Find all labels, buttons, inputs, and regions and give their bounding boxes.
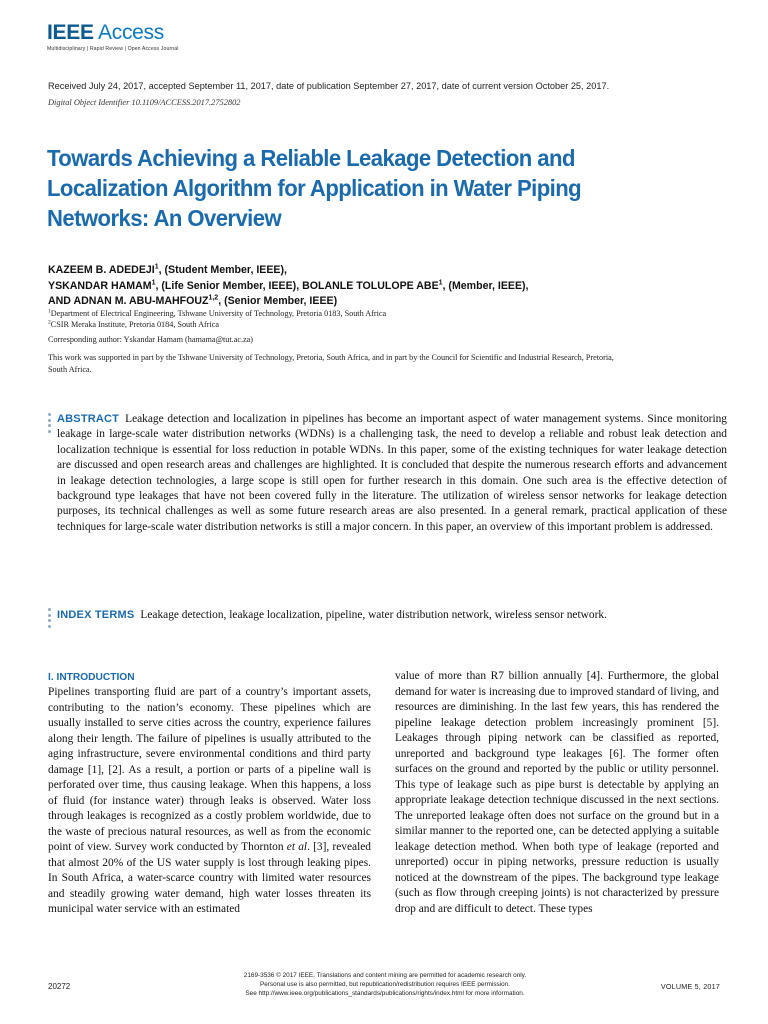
license-notice: [170, 971, 600, 999]
author-affil-sup: 1,2: [208, 294, 219, 302]
author-affil-sup: 1: [151, 278, 156, 286]
author-name: YSKANDAR HAMAM: [48, 279, 152, 292]
abstract-marker-icon: [48, 413, 52, 435]
affiliation-sup: 1: [48, 308, 51, 315]
license-line: Personal use is also permitted, but republication/redistribution requires IEEE permission.: [259, 981, 511, 989]
intro-paragraph: Pipelines transporting fluid are part of a country’s important assets, contributing to the nation’s economy. These pipelines which are usually installed to serve cities across the country, experience failures along their length. The failure of pipelines is usually attributed to the aging infrastructure, severe environmental conditions and third party damage [1], [2]. As a result, a portion or parts of a pipeline wall is perforated over time, thus causing leakage. When this happens, a loss of fluid (for instance water) through leaks is observed. Water loss through leakages is recognized as a costly problem worldwide, due to the waste of precious natural resources, as well as from the economic point of view. Survey work conducted by Thornton: [48, 686, 371, 853]
index-terms-label: INDEX TERMS: [57, 609, 135, 621]
affiliation-text: CSIR Meraka Institute, Pretoria 0184, South Africa: [50, 319, 220, 329]
intro-paragraph-cont: . [3], revealed that almost 20% of the US water supply is lost through leaking pipes. In South Africa, a water-scarce country with limited water resources and steadily growing water demand, high water losses threaten its municipal water service with an estimated: [48, 841, 371, 915]
affiliation-sup: 2: [48, 318, 51, 325]
body-left-column: [48, 670, 371, 918]
author-role: , (Life Senior Member, IEEE),: [155, 279, 303, 292]
abstract-text: Leakage detection and localization in pipelines has become an important aspect of water management systems. Since monitoring leakage in large-scale water distribution networks (WDNs) is a challenging task, the need to develop a reliable and robust leak detection and localization technique is essential for loss reduction in potable WDNs. In this paper, some of the existing techniques for water leakage detection are discussed and open research areas and challenges are highlighted. It is concluded that despite the numerous research efforts and advancement in leakage detection technologies, a large scope is still open for further research in this domain. One such area is the effective detection of background type leakages that have not been covered fully in the literature. The utilization of wireless sensor networks for leakage detection purposes, its technical challenges as well as some future research areas are also presented. In a general remark, practical application of these techniques for large-scale water distribution networks is still a major concern. In this paper, an overview of this important problem is addressed.: [57, 413, 727, 533]
journal-tagline: Multidisciplinary | Rapid Review | Open Access Journal: [47, 46, 179, 52]
author-role: , (Senior Member, IEEE): [218, 295, 338, 307]
affiliation-item: [48, 320, 728, 331]
license-line: 2169-3536 © 2017 IEEE. Translations and content mining are permitted for academic research only.: [243, 972, 527, 979]
index-terms-text: Leakage detection, leakage localization, pipeline, water distribution network, wireless sensor network.: [140, 609, 607, 621]
author-list: [48, 263, 728, 310]
logo-ieee-text: IEEE: [47, 21, 94, 44]
abstract: [57, 412, 727, 535]
publication-dates: Received July 24, 2017, accepted September 11, 2017, date of publication September 27, 2017, date of current version October 25, 2017.: [48, 81, 610, 91]
affiliations: [48, 309, 728, 330]
index-terms-marker-icon: [48, 608, 52, 630]
et-al-italic: et al: [286, 841, 308, 853]
index-terms: [57, 608, 727, 623]
author-role: , (Member, IEEE),: [442, 279, 529, 292]
funding-note: This work was supported in part by the Tshwane University of Technology, Pretoria, South Africa, and in part by the Council for Scientific and Industrial Research, Pretoria, South Africa.: [48, 353, 614, 374]
doi-line: Digital Object Identifier 10.1109/ACCESS.2017.2752802: [48, 98, 241, 107]
author-affil-sup: 1: [438, 278, 443, 286]
abstract-label: ABSTRACT: [57, 413, 120, 425]
volume-label: VOLUME 5, 2017: [660, 982, 720, 991]
section-heading: I. INTRODUCTION: [48, 672, 135, 683]
logo-access-text: Access: [98, 21, 164, 44]
affiliation-text: Department of Electrical Engineering, Tshwane University of Technology, Pretoria 0183, South Africa: [50, 309, 387, 318]
author-name: KAZEEM B. ADEDEJI: [48, 264, 155, 276]
paper-title: Towards Achieving a Reliable Leakage Detection and Localization Algorithm for Application in Water Piping Networks: An Overview: [47, 145, 582, 231]
author-name: AND ADNAN M. ABU-MAHFOUZ: [48, 295, 209, 307]
author-affil-sup: 1: [154, 263, 159, 271]
author-name: BOLANLE TOLULOPE ABE: [302, 279, 439, 292]
affiliation-item: [48, 309, 728, 320]
page-number: 20272: [48, 982, 71, 991]
body-right-column: value of more than R7 billion annually [4]. Furthermore, the global demand for water is increasing due to improved standard of living, and resources are diminishing. In the last few years, this has rendered the pipeline leakage detection problem increasingly prominent [5]. Leakages through piping network can be classified as reported, unreported and background type leakages [6]. The former often surfaces on the ground and reported by the public or utility personnel. This type of leakage such as pipe burst is detectable by applying an appropriate leakage detection technique discussed in the next sections. The unreported leakage often does not surface on the ground but in a similar manner to the reported one, can be detected applying a suitable leakage detection method. When both type of leakage (reported and unreported) occur in piping networks, pressure reduction is usually noticed at the downstream of the pipes. The background type leakage (such as flow through creeping joints) is not characterized by pressure drop and are difficult to detect. These types: [395, 670, 719, 915]
license-line: See http://www.ieee.org/publications_standards/publications/rights/index.html for more information.: [245, 990, 525, 998]
ieee-access-logo: [47, 22, 179, 52]
corresponding-author: Corresponding author: Yskandar Hamam (hamama@tut.ac.za): [48, 335, 254, 344]
author-role: , (Student Member, IEEE),: [158, 264, 287, 276]
